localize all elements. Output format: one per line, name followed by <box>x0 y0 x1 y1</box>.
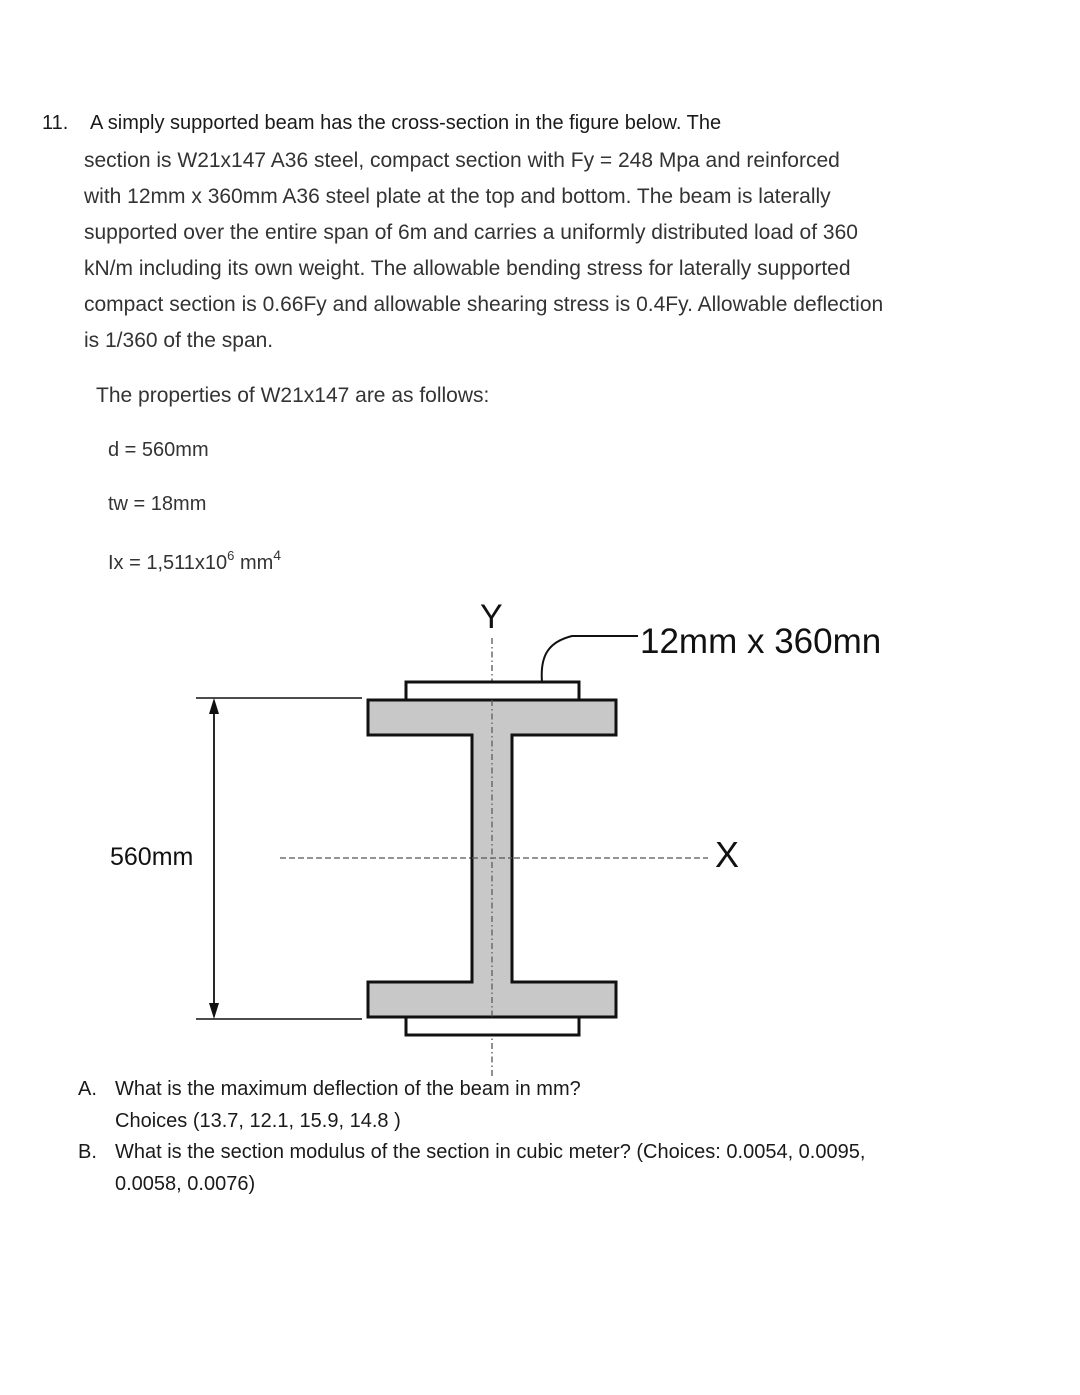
property-d: d = 560mm <box>108 439 209 461</box>
depth-dimension-label: 560mm <box>110 843 194 871</box>
question-line-2: section is W21x147 A36 steel, compact section with Fy = 248 Mpa and reinforced <box>84 149 840 172</box>
ix-value: Ix = 1,511x10 <box>108 552 228 574</box>
question-line-5: kN/m including its own weight. The allowable bending stress for laterally supported <box>84 257 851 280</box>
beam-diagram <box>0 590 1080 1080</box>
y-axis-label: Y <box>480 598 503 636</box>
ix-exponent: 6 <box>227 548 235 563</box>
question-number: 11. <box>42 112 69 134</box>
question-line-1: A simply supported beam has the cross-section in the figure below. The <box>90 112 722 134</box>
dimension-arrow-bottom <box>209 1003 219 1019</box>
plate-leader-line <box>542 636 638 682</box>
question-line-6: compact section is 0.66Fy and allowable shearing stress is 0.4Fy. Allowable deflection <box>84 293 884 316</box>
beam-cross-section-figure <box>0 590 1080 1080</box>
property-ix <box>108 547 281 575</box>
question-line-3: with 12mm x 360mm A36 steel plate at the top and bottom. The beam is laterally <box>84 185 831 208</box>
x-axis-label: X <box>715 834 740 875</box>
ix-unit: mm <box>234 552 274 574</box>
subq-a-line-1: What is the maximum deflection of the beam in mm? <box>115 1078 581 1100</box>
subq-b-line-2: 0.0058, 0.0076) <box>115 1173 256 1195</box>
bottom-cover-plate <box>406 1017 579 1035</box>
subq-a-line-2: Choices (13.7, 12.1, 15.9, 14.8 ) <box>115 1110 401 1132</box>
dimension-arrow-top <box>209 698 219 714</box>
property-tw: tw = 18mm <box>108 493 207 515</box>
subq-a-letter: A. <box>78 1078 97 1100</box>
ix-unit-exponent: 4 <box>273 547 282 563</box>
subq-b-line-1: What is the section modulus of the section in cubic meter? (Choices: 0.0054, 0.0095, <box>115 1141 866 1163</box>
subq-b-letter: B. <box>78 1141 97 1163</box>
question-line-4: supported over the entire span of 6m and carries a uniformly distributed load of 360 <box>84 221 858 244</box>
properties-heading: The properties of W21x147 are as follows: <box>96 384 490 407</box>
plate-size-label: 12mm x 360mn <box>640 622 882 661</box>
top-cover-plate <box>406 682 579 700</box>
question-line-7: is 1/360 of the span. <box>84 329 274 352</box>
